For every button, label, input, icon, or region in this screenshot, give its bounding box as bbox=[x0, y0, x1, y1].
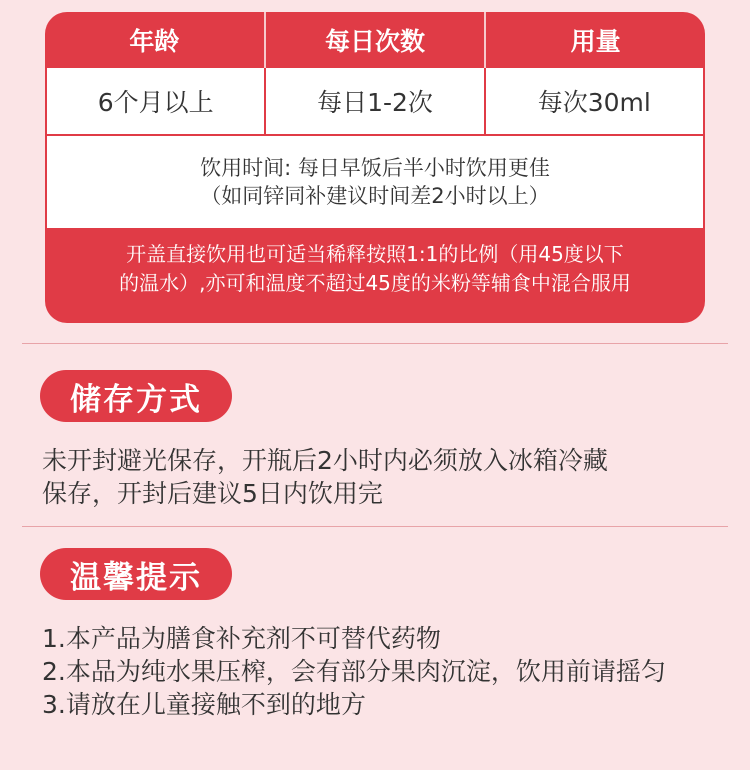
zinc-interval-note: （如同锌同补建议时间差2小时以上） bbox=[200, 184, 550, 208]
usage-card bbox=[45, 12, 705, 323]
dilution-note-line-2: 的温水）,亦可和温度不超过45度的米粉等辅食中混合服用 bbox=[119, 271, 631, 295]
dilution-note-line-1: 开盖直接饮用也可适当稀释按照1:1的比例（用45度以下 bbox=[126, 242, 624, 266]
tips-title: 温馨提示 bbox=[70, 559, 202, 596]
header-age: 年龄 bbox=[45, 12, 266, 68]
tips-title-pill bbox=[40, 548, 232, 600]
list-item: 1.本产品为膳食补充剂不可替代药物 bbox=[42, 624, 441, 653]
storage-line-1: 未开封避光保存，开瓶后2小时内必须放入冰箱冷藏 bbox=[42, 446, 608, 475]
list-item: 2.本品为纯水果压榨，会有部分果肉沉淀，饮用前请摇匀 bbox=[42, 657, 666, 686]
storage-title-pill bbox=[40, 370, 232, 422]
header-daily-times: 每日次数 bbox=[266, 12, 487, 68]
storage-title: 储存方式 bbox=[70, 381, 202, 418]
value-age: 6个月以上 bbox=[47, 68, 266, 134]
section-divider bbox=[22, 343, 728, 344]
storage-line-2: 保存，开封后建议5日内饮用完 bbox=[42, 479, 383, 508]
storage-text bbox=[42, 444, 608, 510]
dilution-note bbox=[45, 228, 705, 298]
tips-list bbox=[42, 622, 666, 721]
list-item: 3.请放在儿童接触不到的地方 bbox=[42, 690, 366, 719]
usage-table-values bbox=[47, 68, 703, 136]
usage-table-header bbox=[45, 12, 705, 68]
section-divider bbox=[22, 526, 728, 527]
value-dosage: 每次30ml bbox=[537, 88, 651, 117]
drinking-time-box bbox=[47, 136, 703, 228]
header-dosage: 用量 bbox=[570, 27, 621, 56]
drinking-time-line: 饮用时间: 每日早饭后半小时饮用更佳 bbox=[200, 156, 550, 180]
value-daily-times: 每日1-2次 bbox=[266, 68, 485, 134]
